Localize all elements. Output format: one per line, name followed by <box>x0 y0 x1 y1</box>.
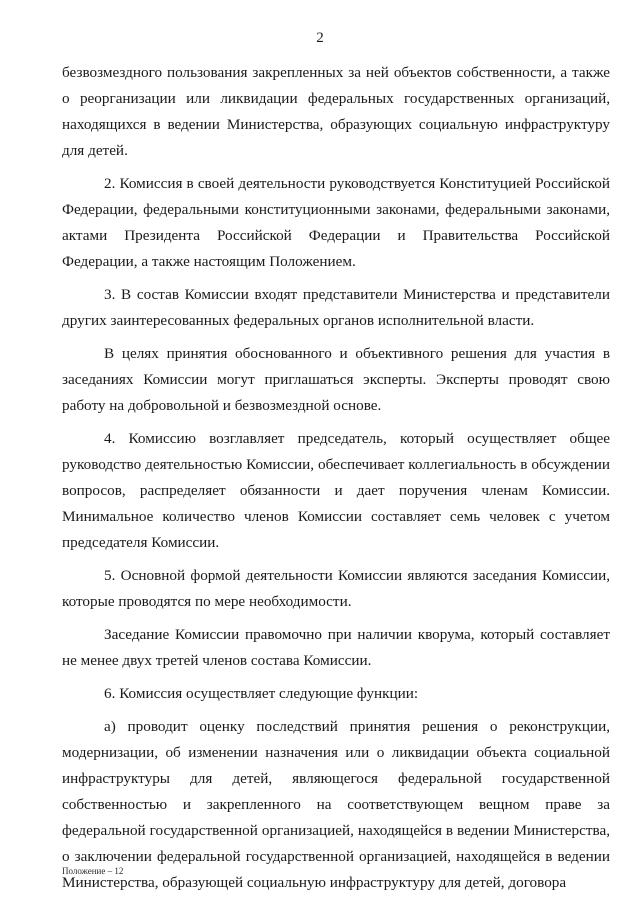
document-body <box>62 60 610 896</box>
paragraph-5: 5. Основной формой деятельности Комиссии являются заседания Комиссии, которые проводятся по мере необходимости. <box>62 567 610 610</box>
paragraph-quorum: Заседание Комиссии правомочно при наличии кворума, который составляет не менее двух третей членов состава Комиссии. <box>62 626 610 669</box>
paragraph-4: 4. Комиссию возглавляет председатель, который осуществляет общее руководство деятельностью Комиссии, обеспечивает коллегиальность в обсуждении вопросов, распределяет обязанности и дает поручения членам Комиссии. Минимальное количество членов Комиссии составляет семь человек с учетом председателя Комиссии. <box>62 430 610 551</box>
paragraph-experts: В целях принятия обоснованного и объективного решения для участия в заседаниях Комиссии могут приглашаться эксперты. Эксперты проводят свою работу на добровольной и безвозмездной основе. <box>62 345 610 414</box>
paragraph-6: 6. Комиссия осуществляет следующие функции: <box>104 685 419 702</box>
page-number: 2 <box>316 30 324 46</box>
footer-note: Положение – 12 <box>62 866 124 876</box>
paragraph-3: 3. В состав Комиссии входят представители Министерства и представители других заинтересованных федеральных органов исполнительной власти. <box>62 286 610 329</box>
paragraph-continuation: безвозмездного пользования закрепленных за ней объектов собственности, а также о реорганизации или ликвидации федеральных государственных организаций, находящихся в ведении Министерства, образующих социальную инфраструктуру для детей. <box>62 64 610 159</box>
paragraph-2: 2. Комиссия в своей деятельности руководствуется Конституцией Российской Федерации, федеральными конституционными законами, федеральными законами, актами Президента Российской Федерации и Правительства Российской Федерации, а также настоящим Положением. <box>62 175 610 270</box>
paragraph-6a: а) проводит оценку последствий принятия решения о реконструкции, модернизации, об изменении назначения или о ликвидации объекта социальной инфраструктуры для детей, являющегося федеральной государственной собственностью и закрепленного на соответствующем вещном праве за федеральной государственной организацией, находящейся в ведении Министерства, о заключении федеральной государственной организацией, находящейся в ведении Министерства, образующей социальную инфраструктуру для детей, договора <box>62 718 610 891</box>
